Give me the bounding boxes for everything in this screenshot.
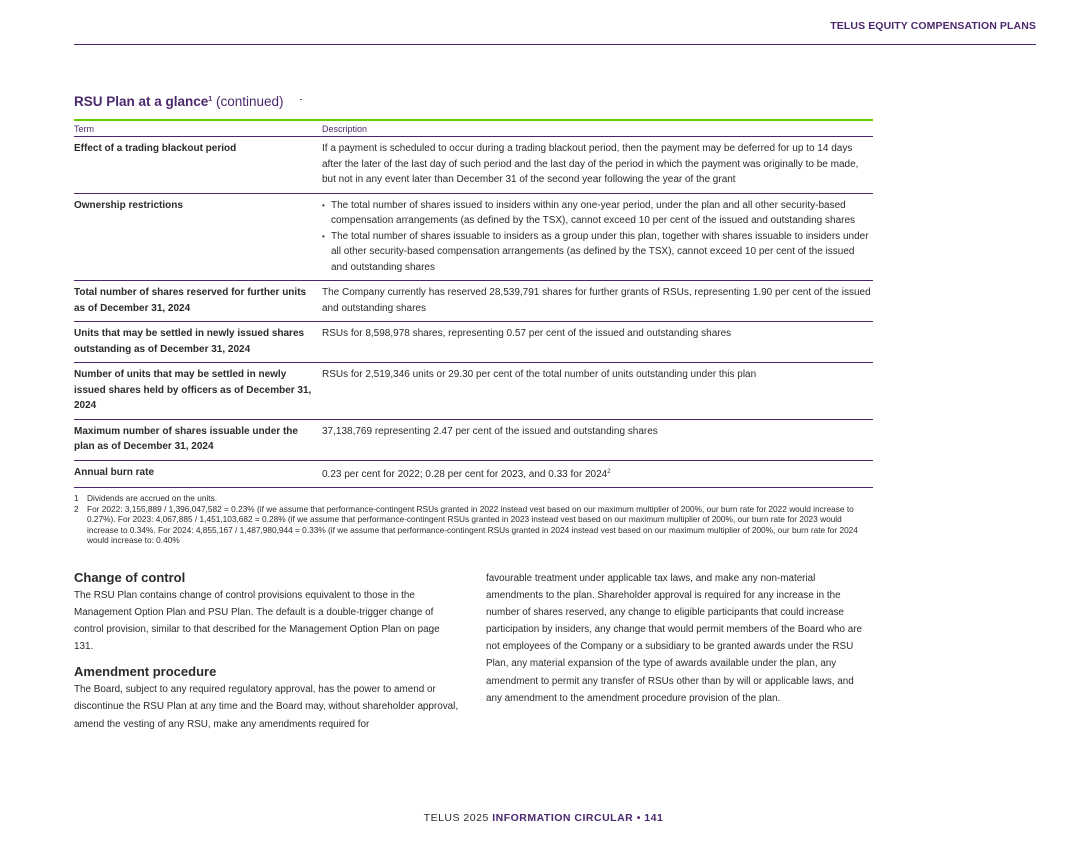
table-row (74, 322, 873, 363)
header-divider (74, 44, 1036, 45)
burn-rate-footnote-ref: 2 (607, 468, 611, 475)
table-row (74, 137, 873, 194)
footnote (74, 504, 874, 546)
row-description: RSUs for 2,519,346 units or 29.30 per cent of the total number of units outstanding under this plan (322, 369, 757, 380)
row-description: If a payment is scheduled to occur during a trading blackout period, then the payment may be deferred for up to 14 days after the later of the last day of such period and the last day of the period in which the payment was originally to be made, but not in any event later than December 31 of the second year following the year of the grant (322, 143, 859, 185)
footnote-number: 2 (74, 503, 79, 514)
footer-brand: TELUS 2025 (423, 812, 489, 824)
table-row (74, 363, 873, 420)
change-of-control-text: The RSU Plan contains change of control provisions equivalent to those in the Management Option Plan and PSU Plan. The default is a double-trigger change of control provision, similar to that described for the Management Option Plan on page 131. (74, 590, 440, 653)
row-term: Number of units that may be settled in newly issued shares held by officers as of December 31, 2024 (74, 369, 312, 411)
footnote (74, 493, 874, 504)
row-term: Units that may be settled in newly issued shares outstanding as of December 31, 2024 (74, 328, 305, 355)
running-header: TELUS EQUITY COMPENSATION PLANS (830, 20, 1036, 32)
change-of-control-heading: Change of control (74, 570, 186, 585)
amendment-procedure-text: The Board, subject to any required regulatory approval, has the power to amend or discontinue the RSU Plan at any time and the Board may, without shareholder approval, amend the vesting of any RSU, make any amendments required for (74, 684, 459, 730)
footnotes (74, 493, 874, 546)
section-title-text: RSU Plan at a glance (74, 94, 209, 109)
section-title-footnote-ref: 1 (208, 96, 213, 103)
page-number: 141 (644, 812, 664, 824)
table-row (74, 420, 873, 461)
burn-rate-text: 0.23 per cent for 2022; 0.28 per cent for 2023, and 0.33 for 2024 (322, 468, 608, 480)
ownership-bullet-list (322, 198, 873, 276)
table-header-description: Description (322, 123, 368, 134)
amendment-procedure-heading: Amendment procedure (74, 664, 217, 680)
table-header-term: Term (74, 123, 94, 134)
amendment-procedure-continued-text: favourable treatment under applicable tax laws, and make any non-material amendments to the plan. Shareholder approval is required for any increase in the number of shares reserved, any change to eligible participants that could increase participation by insiders, any change that would permit members of the Board who are not employees of the Company or a subsidiary to be granted awards under the RSU Plan, any material expansion of the type of awards available under the plan, any amendment to permit any transfer of RSUs other than by will or applicable laws, and any amendment to the amendment procedure provision of the plan. (486, 573, 862, 704)
row-term: Effect of a trading blackout period (74, 143, 237, 154)
table-header-row (74, 121, 873, 137)
right-column (486, 570, 871, 707)
section-title-continued: (continued) (215, 94, 284, 109)
page-footer (0, 812, 1087, 824)
footnote-number: 1 (74, 493, 79, 503)
bullet-item: • The total number of shares issued to insiders within any one-year period, under the plan and all other security-based compensation arrangements (as defined by the TSX), cannot exceed 10 per cent of the issued and outstanding shares (322, 198, 873, 229)
section-title (74, 94, 284, 109)
footnote-text: Dividends are accrued on the units. (87, 493, 218, 503)
row-description: RSUs for 8,598,978 shares, representing 0.57 per cent of the issued and outstanding shares (322, 328, 732, 339)
table-row (74, 281, 873, 322)
footer-separator: • (636, 812, 641, 824)
left-column (74, 569, 459, 733)
table-row (74, 194, 873, 282)
footer-doc-title: INFORMATION CIRCULAR (492, 812, 634, 824)
row-term: Total number of shares reserved for further units as of December 31, 2024 (74, 287, 307, 314)
footnote-text: For 2022: 3,155,889 / 1,396,047,582 = 0.23% (if we assume that performance-contingent RSUs granted in 2022 instead vest based on our maximum multiplier of 200%, our burn rate for 2022 would increase to 0.27%). For 2023: 4,067,885 / 1,451,103,682 = 0.28% (if we assume that performance-contingent RSUs granted in 2023 instead vest based on our maximum multiplier of 200%, our burn rate for 2023 would increase to 0.34%. For 2024: 4,855,167 / 1,487,980,944 = 0.33% (if we assume that performance-contingent RSUs granted in 2024 instead vest based on our maximum multiplier of 200%, our burn rate for 2024 would increase to: 0.40% (87, 503, 858, 545)
row-description (322, 465, 873, 483)
table-row (74, 461, 873, 489)
bullet-item: • The total number of shares issuable to insiders as a group under this plan, together with shares issuable to insiders under all other security-based compensation arrangements (as defined by the TSX), cannot exceed 10 per cent of the issued and outstanding shares (322, 229, 873, 276)
rsu-plan-table (74, 119, 873, 488)
row-term: Annual burn rate (74, 466, 155, 478)
row-description: The Company currently has reserved 28,539,791 shares for further grants of RSUs, representing 1.90 per cent of the issued and outstanding shares (322, 287, 871, 314)
row-term: Ownership restrictions (74, 199, 183, 211)
row-term: Maximum number of shares issuable under the plan as of December 31, 2024 (74, 425, 298, 452)
stray-dot (300, 99, 302, 100)
row-description: 37,138,769 representing 2.47 per cent of the issued and outstanding shares (322, 425, 658, 437)
row-description (322, 198, 873, 276)
